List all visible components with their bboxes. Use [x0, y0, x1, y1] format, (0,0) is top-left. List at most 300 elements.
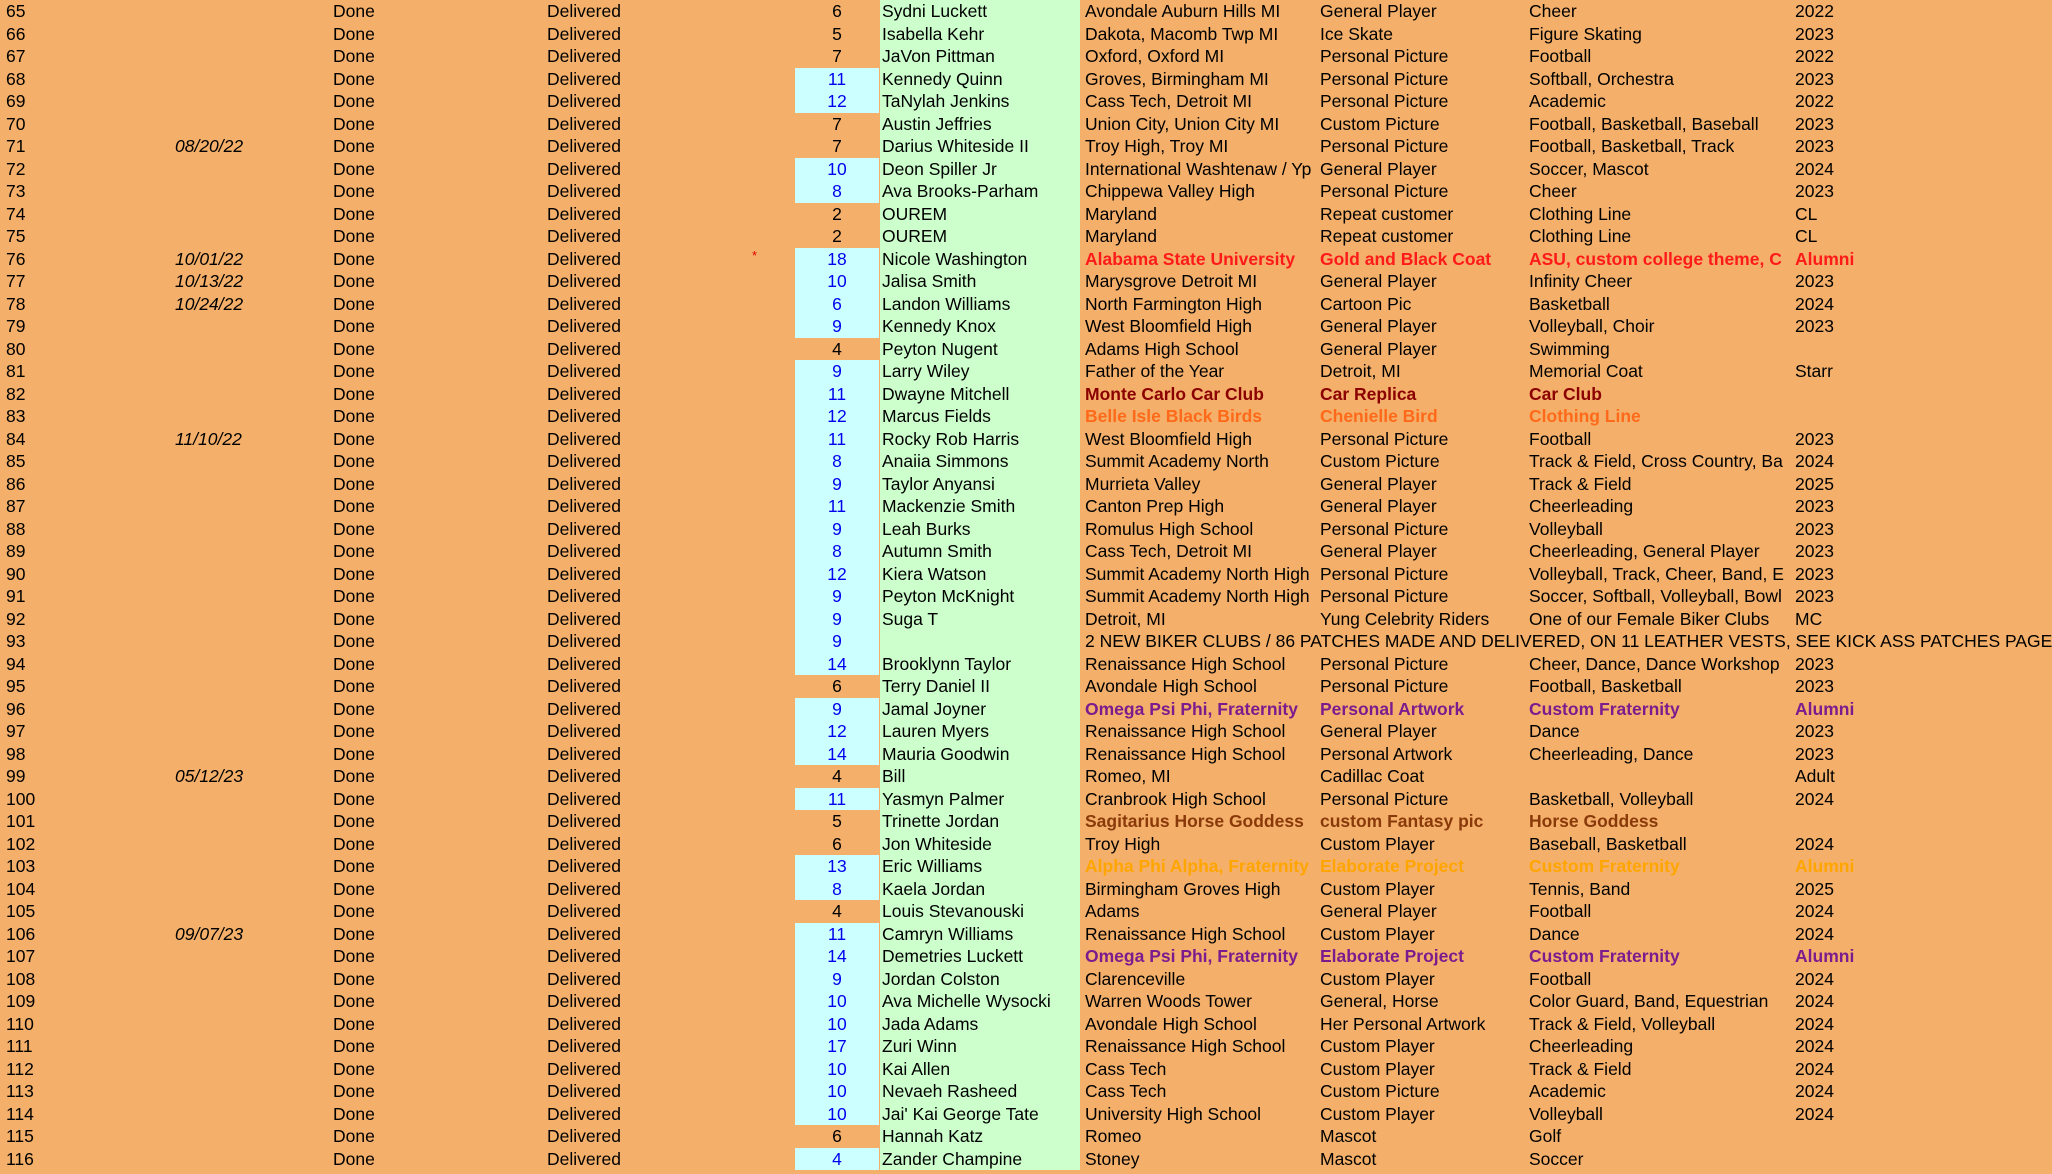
school-location-cell[interactable]: Romulus High School	[1085, 518, 1254, 539]
category-cell[interactable]: Track & Field, Cross Country, Ba	[1529, 451, 1783, 471]
design-type-cell[interactable]: Personal Picture	[1320, 68, 1449, 89]
quantity-cell[interactable]: 8	[795, 878, 879, 901]
design-type-cell[interactable]: General Player	[1320, 316, 1437, 336]
customer-name-cell[interactable]: Mauria Goodwin	[880, 743, 1080, 766]
design-type-cell[interactable]: General Player	[1320, 496, 1437, 516]
customer-name-cell[interactable]: Camryn Williams	[880, 923, 1080, 946]
table-row[interactable]	[0, 270, 1900, 293]
customer-name-cell[interactable]: Taylor Anyansi	[880, 473, 1080, 496]
school-location-cell[interactable]: West Bloomfield High	[1085, 428, 1252, 449]
status-cell[interactable]: Done	[333, 631, 375, 651]
row-number-cell[interactable]: 104	[6, 878, 36, 899]
status-cell[interactable]: Done	[333, 1148, 375, 1169]
school-location-cell[interactable]: Chippewa Valley High	[1085, 181, 1255, 201]
status-cell[interactable]: Done	[333, 1126, 375, 1146]
table-row[interactable]	[0, 698, 1900, 721]
customer-name-cell[interactable]: Yasmyn Palmer	[880, 788, 1080, 811]
status-cell[interactable]: Done	[333, 23, 375, 44]
school-location-cell[interactable]: Renaissance High School	[1085, 743, 1286, 764]
delivery-status-cell[interactable]: Delivered	[547, 361, 621, 381]
delivery-status-cell[interactable]: Delivered	[547, 383, 621, 404]
school-location-cell[interactable]: Renaissance High School	[1085, 653, 1286, 674]
customer-name-cell[interactable]: Dwayne Mitchell	[880, 383, 1080, 406]
customer-name-cell[interactable]: Autumn Smith	[880, 540, 1080, 563]
order-date-cell[interactable]	[175, 1058, 325, 1081]
category-cell[interactable]: Clothing Line	[1529, 406, 1641, 426]
delivery-status-cell[interactable]: Delivered	[547, 563, 621, 584]
design-type-cell[interactable]: Personal Picture	[1320, 586, 1449, 606]
quantity-cell[interactable]: 8	[795, 450, 879, 473]
year-cell[interactable]: Alumni	[1795, 856, 1855, 876]
category-cell[interactable]: Volleyball, Choir	[1529, 316, 1655, 336]
school-location-cell[interactable]: Clarenceville	[1085, 968, 1186, 989]
order-date-cell[interactable]	[175, 518, 325, 541]
customer-name-cell[interactable]: Zuri Winn	[880, 1035, 1080, 1058]
order-date-cell[interactable]	[175, 23, 325, 46]
design-type-cell[interactable]: Repeat customer	[1320, 203, 1454, 224]
row-number-cell[interactable]: 95	[6, 676, 26, 696]
customer-name-cell[interactable]: Louis Stevanouski	[880, 900, 1080, 923]
year-cell[interactable]: Alumni	[1795, 946, 1855, 966]
design-type-cell[interactable]: Custom Picture	[1320, 451, 1440, 471]
row-number-cell[interactable]: 108	[6, 968, 36, 989]
category-cell[interactable]: Volleyball	[1529, 1103, 1603, 1124]
quantity-cell[interactable]: 10	[795, 1103, 879, 1126]
quantity-cell[interactable]: 4	[832, 338, 842, 359]
status-cell[interactable]: Done	[333, 518, 375, 539]
status-cell[interactable]: Done	[333, 248, 375, 269]
status-cell[interactable]: Done	[333, 91, 375, 111]
row-number-cell[interactable]: 105	[6, 901, 36, 921]
customer-name-cell[interactable]	[880, 630, 1080, 653]
year-cell[interactable]: Starr	[1795, 361, 1833, 381]
customer-name-cell[interactable]: Larry Wiley	[880, 360, 1080, 383]
flag-marker[interactable]: *	[752, 247, 758, 263]
school-location-cell[interactable]: Romeo, MI	[1085, 766, 1171, 786]
quantity-cell[interactable]: 11	[795, 68, 879, 91]
customer-name-cell[interactable]: Eric Williams	[880, 855, 1080, 878]
school-location-cell[interactable]: Cass Tech, Detroit MI	[1085, 91, 1252, 111]
delivery-status-cell[interactable]: Delivered	[547, 316, 621, 336]
category-cell[interactable]	[1529, 765, 1792, 788]
status-cell[interactable]: Done	[333, 271, 375, 291]
status-cell[interactable]: Done	[333, 361, 375, 381]
table-row[interactable]	[0, 518, 1900, 541]
design-type-cell[interactable]: Personal Picture	[1320, 181, 1449, 201]
quantity-cell[interactable]: 13	[795, 855, 879, 878]
order-date-cell[interactable]	[175, 473, 325, 496]
row-number-cell[interactable]: 65	[6, 1, 26, 21]
table-row[interactable]	[0, 113, 1900, 136]
customer-name-cell[interactable]: TaNylah Jenkins	[880, 90, 1080, 113]
design-type-cell[interactable]: General Player	[1320, 721, 1437, 741]
table-row[interactable]	[0, 203, 1900, 226]
delivery-status-cell[interactable]: Delivered	[547, 248, 621, 269]
design-type-cell[interactable]: Mascot	[1320, 1126, 1377, 1146]
order-date-cell[interactable]	[175, 495, 325, 518]
quantity-cell[interactable]: 10	[795, 990, 879, 1013]
school-location-cell[interactable]: Father of the Year	[1085, 361, 1225, 381]
customer-name-cell[interactable]: Rocky Rob Harris	[880, 428, 1080, 451]
design-type-cell[interactable]: Personal Artwork	[1320, 698, 1465, 719]
customer-name-cell[interactable]: Suga T	[880, 608, 1080, 631]
year-cell[interactable]: 2023	[1795, 136, 1834, 156]
quantity-cell[interactable]: 14	[795, 743, 879, 766]
category-cell[interactable]: Clothing Line	[1529, 203, 1632, 224]
table-row[interactable]	[0, 450, 1900, 473]
status-cell[interactable]: Done	[333, 811, 375, 831]
order-date-cell[interactable]	[175, 0, 325, 23]
design-type-cell[interactable]: Elaborate Project	[1320, 856, 1464, 876]
status-cell[interactable]: Done	[333, 901, 375, 921]
row-number-cell[interactable]: 102	[6, 833, 36, 854]
quantity-cell[interactable]: 6	[832, 1126, 842, 1146]
row-number-cell[interactable]: 69	[6, 91, 26, 111]
order-date-cell[interactable]	[175, 833, 325, 856]
order-date-cell[interactable]	[175, 405, 325, 428]
row-number-cell[interactable]: 83	[6, 406, 26, 426]
school-location-cell[interactable]: Cass Tech, Detroit MI	[1085, 541, 1252, 561]
table-row[interactable]	[0, 923, 1900, 946]
order-date-cell[interactable]	[175, 180, 325, 203]
delivery-status-cell[interactable]: Delivered	[547, 271, 621, 291]
table-row[interactable]	[0, 675, 1900, 698]
customer-name-cell[interactable]: Zander Champine	[880, 1148, 1080, 1171]
category-cell[interactable]: Academic	[1529, 91, 1606, 111]
year-cell[interactable]: 2023	[1795, 563, 1834, 584]
row-number-cell[interactable]: 97	[6, 721, 26, 741]
quantity-cell[interactable]: 7	[832, 113, 842, 134]
customer-name-cell[interactable]: Kennedy Quinn	[880, 68, 1080, 91]
design-type-cell[interactable]: Cadillac Coat	[1320, 766, 1425, 786]
row-number-cell[interactable]: 103	[6, 856, 36, 876]
status-cell[interactable]: Done	[333, 608, 375, 629]
status-cell[interactable]: Done	[333, 113, 375, 134]
category-cell[interactable]: Baseball, Basketball	[1529, 833, 1687, 854]
table-row[interactable]	[0, 90, 1900, 113]
category-cell[interactable]: Color Guard, Band, Equestrian	[1529, 991, 1769, 1011]
row-number-cell[interactable]: 112	[6, 1058, 34, 1079]
category-cell[interactable]: Swimming	[1529, 338, 1610, 359]
category-cell[interactable]: Cheerleading, General Player	[1529, 541, 1760, 561]
category-cell[interactable]: Football	[1529, 901, 1592, 921]
year-cell[interactable]: 2024	[1795, 1058, 1834, 1079]
status-cell[interactable]: Done	[333, 46, 375, 66]
order-date-cell[interactable]	[175, 540, 325, 563]
year-cell[interactable]: 2024	[1795, 901, 1834, 921]
customer-name-cell[interactable]: Jordan Colston	[880, 968, 1080, 991]
delivery-status-cell[interactable]: Delivered	[547, 226, 621, 246]
school-location-cell[interactable]: Canton Prep High	[1085, 496, 1225, 516]
table-row[interactable]	[0, 990, 1900, 1013]
school-location-cell[interactable]: Warren Woods Tower	[1085, 991, 1252, 1011]
school-location-cell[interactable]: Cass Tech	[1085, 1058, 1167, 1079]
row-number-cell[interactable]: 84	[6, 428, 26, 449]
table-row[interactable]	[0, 248, 1900, 271]
design-type-cell[interactable]: General Player	[1320, 158, 1437, 179]
year-cell[interactable]: 2023	[1795, 518, 1834, 539]
row-number-cell[interactable]: 82	[6, 383, 26, 404]
status-cell[interactable]: Done	[333, 766, 375, 786]
table-row[interactable]	[0, 315, 1900, 338]
design-type-cell[interactable]: Personal Picture	[1320, 676, 1449, 696]
year-cell[interactable]: MC	[1795, 608, 1823, 629]
order-date-cell[interactable]: 10/13/22	[175, 271, 244, 291]
status-cell[interactable]: Done	[333, 991, 375, 1011]
school-location-cell[interactable]: Murrieta Valley	[1085, 473, 1201, 494]
row-number-cell[interactable]: 110	[6, 1013, 34, 1034]
category-cell[interactable]: Figure Skating	[1529, 23, 1642, 44]
order-date-cell[interactable]	[175, 225, 325, 248]
customer-name-cell[interactable]: Hannah Katz	[880, 1125, 1080, 1148]
category-cell[interactable]: Soccer, Mascot	[1529, 158, 1649, 179]
table-row[interactable]	[0, 473, 1900, 496]
status-cell[interactable]: Done	[333, 158, 375, 179]
delivery-status-cell[interactable]: Delivered	[547, 46, 621, 66]
row-number-cell[interactable]: 75	[6, 226, 26, 246]
year-cell[interactable]: 2024	[1795, 1081, 1834, 1101]
school-location-cell[interactable]: Adams	[1085, 901, 1140, 921]
row-number-cell[interactable]: 85	[6, 451, 26, 471]
order-date-cell[interactable]	[175, 113, 325, 136]
status-cell[interactable]: Done	[333, 451, 375, 471]
order-date-cell[interactable]	[175, 855, 325, 878]
table-row[interactable]	[0, 293, 1900, 316]
customer-name-cell[interactable]: Anaiia Simmons	[880, 450, 1080, 473]
status-cell[interactable]: Done	[333, 856, 375, 876]
year-cell[interactable]	[1795, 1148, 1900, 1171]
status-cell[interactable]: Done	[333, 946, 375, 966]
category-cell[interactable]: Softball, Orchestra	[1529, 68, 1674, 89]
design-type-cell[interactable]: Personal Picture	[1320, 518, 1449, 539]
customer-name-cell[interactable]: Jada Adams	[880, 1013, 1080, 1036]
delivery-status-cell[interactable]: Delivered	[547, 608, 621, 629]
row-number-cell[interactable]: 99	[6, 766, 26, 786]
school-location-cell[interactable]: Dakota, Macomb Twp MI	[1085, 23, 1279, 44]
design-type-cell[interactable]: Custom Player	[1320, 833, 1435, 854]
design-type-cell[interactable]: Detroit, MI	[1320, 361, 1401, 381]
year-cell[interactable]: 2023	[1795, 721, 1834, 741]
row-number-cell[interactable]: 89	[6, 541, 26, 561]
school-location-cell[interactable]: Stoney	[1085, 1148, 1140, 1169]
school-location-cell[interactable]: Belle Isle Black Birds	[1085, 406, 1263, 426]
customer-name-cell[interactable]: Jalisa Smith	[880, 270, 1080, 293]
delivery-status-cell[interactable]: Delivered	[547, 293, 621, 314]
delivery-status-cell[interactable]: Delivered	[547, 1036, 621, 1056]
quantity-cell[interactable]: 12	[795, 720, 879, 743]
order-date-cell[interactable]	[175, 698, 325, 721]
quantity-cell[interactable]: 5	[832, 811, 842, 831]
status-cell[interactable]: Done	[333, 136, 375, 156]
delivery-status-cell[interactable]: Delivered	[547, 1058, 621, 1079]
school-location-cell[interactable]: North Farmington High	[1085, 293, 1263, 314]
category-cell[interactable]: Cheerleading	[1529, 496, 1634, 516]
delivery-status-cell[interactable]: Delivered	[547, 766, 621, 786]
design-type-cell[interactable]: Custom Player	[1320, 878, 1435, 899]
status-cell[interactable]: Done	[333, 1013, 375, 1034]
order-date-cell[interactable]	[175, 653, 325, 676]
customer-name-cell[interactable]: Leah Burks	[880, 518, 1080, 541]
school-location-cell[interactable]: Monte Carlo Car Club	[1085, 383, 1264, 404]
school-location-cell[interactable]: Summit Academy North High	[1085, 586, 1310, 606]
table-row[interactable]	[0, 338, 1900, 361]
row-number-cell[interactable]: 113	[6, 1081, 34, 1101]
category-cell[interactable]: Cheer, Dance, Dance Workshop	[1529, 653, 1780, 674]
customer-name-cell[interactable]: OUREM	[880, 225, 1080, 248]
delivery-status-cell[interactable]: Delivered	[547, 991, 621, 1011]
status-cell[interactable]: Done	[333, 293, 375, 314]
year-cell[interactable]	[1795, 1125, 1900, 1148]
delivery-status-cell[interactable]: Delivered	[547, 946, 621, 966]
quantity-cell[interactable]: 10	[795, 270, 879, 293]
category-cell[interactable]: Cheerleading, Dance	[1529, 743, 1694, 764]
school-location-cell[interactable]: Avondale Auburn Hills MI	[1085, 1, 1281, 21]
year-cell[interactable]: 2024	[1795, 293, 1834, 314]
school-location-cell[interactable]: Avondale High School	[1085, 1013, 1257, 1034]
status-cell[interactable]: Done	[333, 878, 375, 899]
quantity-cell[interactable]: 11	[795, 495, 879, 518]
year-cell[interactable]: Alumni	[1795, 698, 1855, 719]
school-location-cell[interactable]: Troy High, Troy MI	[1085, 136, 1229, 156]
status-cell[interactable]: Done	[333, 428, 375, 449]
school-location-cell[interactable]: Groves, Birmingham MI	[1085, 68, 1269, 89]
design-type-cell[interactable]: Custom Player	[1320, 1036, 1435, 1056]
school-location-cell[interactable]: Romeo	[1085, 1126, 1142, 1146]
status-cell[interactable]: Done	[333, 338, 375, 359]
school-location-cell[interactable]: Detroit, MI	[1085, 608, 1166, 629]
table-row[interactable]	[0, 225, 1900, 248]
table-row[interactable]	[0, 180, 1900, 203]
status-cell[interactable]: Done	[333, 788, 375, 809]
year-cell[interactable]	[1795, 810, 1900, 833]
year-cell[interactable]: 2025	[1795, 473, 1834, 494]
year-cell[interactable]: 2023	[1795, 181, 1834, 201]
quantity-cell[interactable]: 7	[832, 46, 842, 66]
design-type-cell[interactable]: Custom Player	[1320, 968, 1435, 989]
delivery-status-cell[interactable]: Delivered	[547, 1103, 621, 1124]
category-cell[interactable]: Track & Field	[1529, 1058, 1632, 1079]
quantity-cell[interactable]: 18	[795, 248, 879, 271]
order-date-cell[interactable]	[175, 945, 325, 968]
order-date-cell[interactable]	[175, 450, 325, 473]
quantity-cell[interactable]: 10	[795, 158, 879, 181]
category-cell[interactable]: Clothing Line	[1529, 226, 1632, 246]
status-cell[interactable]: Done	[333, 203, 375, 224]
status-cell[interactable]: Done	[333, 721, 375, 741]
delivery-status-cell[interactable]: Delivered	[547, 428, 621, 449]
category-cell[interactable]: Academic	[1529, 1081, 1606, 1101]
design-type-cell[interactable]: Custom Player	[1320, 1058, 1435, 1079]
quantity-cell[interactable]: 11	[795, 428, 879, 451]
row-number-cell[interactable]: 114	[6, 1103, 34, 1124]
row-number-cell[interactable]: 66	[6, 23, 26, 44]
status-cell[interactable]: Done	[333, 586, 375, 606]
status-cell[interactable]: Done	[333, 226, 375, 246]
table-row[interactable]	[0, 1125, 1900, 1148]
school-location-cell[interactable]: International Washtenaw / Yp	[1085, 158, 1312, 179]
delivery-status-cell[interactable]: Delivered	[547, 1081, 621, 1101]
order-date-cell[interactable]	[175, 630, 325, 653]
table-row[interactable]	[0, 743, 1900, 766]
design-type-cell[interactable]: Personal Picture	[1320, 653, 1449, 674]
customer-name-cell[interactable]: Ava Brooks-Parham	[880, 180, 1080, 203]
table-row[interactable]	[0, 563, 1900, 586]
design-type-cell[interactable]: Personal Picture	[1320, 563, 1449, 584]
delivery-status-cell[interactable]: Delivered	[547, 856, 621, 876]
delivery-status-cell[interactable]: Delivered	[547, 1013, 621, 1034]
year-cell[interactable]: CL	[1795, 203, 1818, 224]
table-row[interactable]	[0, 968, 1900, 991]
category-cell[interactable]: Dance	[1529, 923, 1580, 944]
year-cell[interactable]: 2023	[1795, 586, 1834, 606]
order-date-cell[interactable]	[175, 990, 325, 1013]
year-cell[interactable]: 2023	[1795, 676, 1834, 696]
customer-name-cell[interactable]: Sydni Luckett	[880, 0, 1080, 23]
category-cell[interactable]: Custom Fraternity	[1529, 856, 1680, 876]
school-location-cell[interactable]: Union City, Union City MI	[1085, 113, 1280, 134]
design-type-cell[interactable]: General, Horse	[1320, 991, 1439, 1011]
quantity-cell[interactable]: 4	[832, 766, 842, 786]
row-number-cell[interactable]: 109	[6, 991, 36, 1011]
status-cell[interactable]: Done	[333, 181, 375, 201]
order-date-cell[interactable]	[175, 878, 325, 901]
school-location-cell[interactable]: Sagitarius Horse Goddess	[1085, 811, 1304, 831]
order-date-cell[interactable]	[175, 383, 325, 406]
order-date-cell[interactable]	[175, 203, 325, 226]
order-date-cell[interactable]	[175, 788, 325, 811]
design-type-cell[interactable]: Chenielle Bird	[1320, 406, 1438, 426]
year-cell[interactable]: 2023	[1795, 428, 1834, 449]
design-type-cell[interactable]: General Player	[1320, 1, 1437, 21]
table-row[interactable]	[0, 855, 1900, 878]
customer-name-cell[interactable]: Kaela Jordan	[880, 878, 1080, 901]
customer-name-cell[interactable]: Lauren Myers	[880, 720, 1080, 743]
delivery-status-cell[interactable]: Delivered	[547, 923, 621, 944]
customer-name-cell[interactable]: Terry Daniel II	[880, 675, 1080, 698]
customer-name-cell[interactable]: Marcus Fields	[880, 405, 1080, 428]
customer-name-cell[interactable]: Ava Michelle Wysocki	[880, 990, 1080, 1013]
order-date-cell[interactable]	[175, 1013, 325, 1036]
table-row[interactable]	[0, 1103, 1900, 1126]
order-date-cell[interactable]: 10/01/22	[175, 248, 244, 269]
quantity-cell[interactable]: 10	[795, 1013, 879, 1036]
design-type-cell[interactable]: General Player	[1320, 338, 1437, 359]
order-date-cell[interactable]: 11/10/22	[175, 428, 242, 449]
category-cell[interactable]: Tennis, Band	[1529, 878, 1631, 899]
design-type-cell[interactable]: Ice Skate	[1320, 23, 1393, 44]
category-cell[interactable]: Football, Basketball	[1529, 676, 1682, 696]
quantity-cell[interactable]: 6	[832, 676, 842, 696]
customer-name-cell[interactable]: Kiera Watson	[880, 563, 1080, 586]
table-row[interactable]	[0, 1058, 1900, 1081]
order-date-cell[interactable]	[175, 1080, 325, 1103]
school-location-cell[interactable]: Summit Academy North	[1085, 451, 1269, 471]
delivery-status-cell[interactable]: Delivered	[547, 631, 621, 651]
table-row[interactable]	[0, 45, 1900, 68]
year-cell[interactable]: 2023	[1795, 496, 1834, 516]
table-row[interactable]	[0, 900, 1900, 923]
year-cell[interactable]: 2024	[1795, 1013, 1834, 1034]
row-number-cell[interactable]: 100	[6, 788, 36, 809]
year-cell[interactable]: 2023	[1795, 743, 1834, 764]
table-row[interactable]	[0, 630, 2052, 653]
table-row[interactable]	[0, 1035, 1900, 1058]
row-number-cell[interactable]: 72	[6, 158, 26, 179]
quantity-cell[interactable]: 10	[795, 1058, 879, 1081]
year-cell[interactable]: CL	[1795, 226, 1818, 246]
table-row[interactable]	[0, 608, 1900, 631]
table-row[interactable]	[0, 833, 1900, 856]
